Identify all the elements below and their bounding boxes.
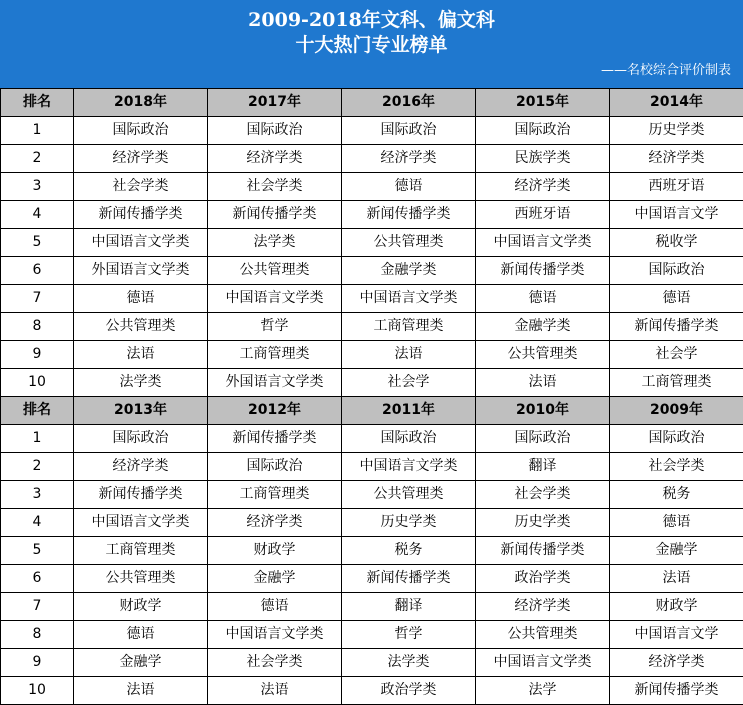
major-cell: 法语 xyxy=(476,369,610,397)
major-cell: 中国语言文学类 xyxy=(74,229,208,257)
major-cell: 金融学 xyxy=(74,649,208,677)
rank-cell: 8 xyxy=(1,313,74,341)
major-cell: 外国语言文学类 xyxy=(74,257,208,285)
major-cell: 新闻传播学类 xyxy=(342,201,476,229)
major-cell: 公共管理类 xyxy=(342,229,476,257)
major-cell: 历史学类 xyxy=(342,509,476,537)
table-row xyxy=(1,649,743,677)
major-cell: 国际政治 xyxy=(476,117,610,145)
major-cell: 新闻传播学类 xyxy=(74,481,208,509)
table-row xyxy=(1,509,743,537)
major-cell: 公共管理类 xyxy=(74,313,208,341)
rank-cell: 8 xyxy=(1,621,74,649)
major-cell: 国际政治 xyxy=(342,117,476,145)
rank-cell: 6 xyxy=(1,565,74,593)
major-cell: 翻译 xyxy=(476,453,610,481)
major-cell: 社会学 xyxy=(342,369,476,397)
title-line-1: 2009-2018年文科、偏文科 xyxy=(248,9,495,31)
major-cell: 社会学类 xyxy=(610,453,743,481)
source-credit: ——名校综合评价制表 xyxy=(600,63,731,78)
major-cell: 新闻传播学类 xyxy=(208,425,342,453)
title-line-2: 十大热门专业榜单 xyxy=(295,34,448,56)
rank-cell: 5 xyxy=(1,229,74,257)
major-cell: 历史学类 xyxy=(476,509,610,537)
major-cell: 社会学 xyxy=(610,341,743,369)
major-cell: 新闻传播学类 xyxy=(208,201,342,229)
major-cell: 社会学类 xyxy=(208,649,342,677)
major-cell: 金融学 xyxy=(610,537,743,565)
major-cell: 哲学 xyxy=(342,621,476,649)
major-cell: 经济学类 xyxy=(74,145,208,173)
rank-cell: 6 xyxy=(1,257,74,285)
major-cell: 德语 xyxy=(610,285,743,313)
major-cell: 社会学类 xyxy=(208,173,342,201)
major-cell: 国际政治 xyxy=(342,425,476,453)
major-cell: 政治学类 xyxy=(476,565,610,593)
major-cell: 新闻传播学类 xyxy=(610,313,743,341)
major-cell: 德语 xyxy=(74,621,208,649)
year-column-header: 2010年 xyxy=(476,397,610,425)
table-row xyxy=(1,285,743,313)
major-cell: 新闻传播学类 xyxy=(476,537,610,565)
major-cell: 国际政治 xyxy=(208,117,342,145)
major-cell: 国际政治 xyxy=(74,425,208,453)
major-cell: 翻译 xyxy=(342,593,476,621)
major-cell: 哲学 xyxy=(208,313,342,341)
major-cell: 社会学类 xyxy=(476,481,610,509)
major-cell: 经济学类 xyxy=(74,453,208,481)
rank-cell: 4 xyxy=(1,509,74,537)
major-cell: 政治学类 xyxy=(342,677,476,705)
major-cell: 国际政治 xyxy=(610,257,743,285)
table-row xyxy=(1,565,743,593)
major-cell: 新闻传播学类 xyxy=(476,257,610,285)
major-cell: 中国语言文学 xyxy=(610,621,743,649)
rank-cell: 7 xyxy=(1,285,74,313)
rank-cell: 10 xyxy=(1,369,74,397)
major-cell: 税务 xyxy=(610,481,743,509)
year-column-header: 2015年 xyxy=(476,89,610,117)
major-cell: 国际政治 xyxy=(610,425,743,453)
rank-cell: 7 xyxy=(1,593,74,621)
major-cell: 金融学类 xyxy=(476,313,610,341)
major-cell: 经济学类 xyxy=(208,509,342,537)
rank-cell: 9 xyxy=(1,649,74,677)
rank-cell: 2 xyxy=(1,145,74,173)
major-cell: 法学类 xyxy=(208,229,342,257)
major-cell: 中国语言文学类 xyxy=(342,453,476,481)
major-cell: 法语 xyxy=(74,341,208,369)
major-cell: 法语 xyxy=(610,565,743,593)
major-cell: 工商管理类 xyxy=(610,369,743,397)
rank-cell: 1 xyxy=(1,117,74,145)
major-cell: 经济学类 xyxy=(208,145,342,173)
major-cell: 工商管理类 xyxy=(208,341,342,369)
table-row xyxy=(1,173,743,201)
table-row xyxy=(1,117,743,145)
rank-cell: 4 xyxy=(1,201,74,229)
major-cell: 法语 xyxy=(342,341,476,369)
ranking-table xyxy=(0,88,743,705)
rank-column-header: 排名 xyxy=(1,397,74,425)
rank-cell: 5 xyxy=(1,537,74,565)
rank-cell: 3 xyxy=(1,173,74,201)
major-cell: 新闻传播学类 xyxy=(610,677,743,705)
major-cell: 中国语言文学类 xyxy=(342,285,476,313)
major-cell: 工商管理类 xyxy=(74,537,208,565)
table-row xyxy=(1,257,743,285)
major-cell: 中国语言文学类 xyxy=(208,621,342,649)
rank-column-header: 排名 xyxy=(1,89,74,117)
table-row xyxy=(1,229,743,257)
major-cell: 公共管理类 xyxy=(476,341,610,369)
year-column-header: 2018年 xyxy=(74,89,208,117)
major-cell: 国际政治 xyxy=(74,117,208,145)
major-cell: 法学 xyxy=(476,677,610,705)
major-cell: 法学类 xyxy=(342,649,476,677)
table-row xyxy=(1,677,743,705)
major-cell: 西班牙语 xyxy=(610,173,743,201)
major-cell: 工商管理类 xyxy=(342,313,476,341)
rank-cell: 3 xyxy=(1,481,74,509)
major-cell: 德语 xyxy=(74,285,208,313)
year-column-header: 2012年 xyxy=(208,397,342,425)
major-cell: 工商管理类 xyxy=(208,481,342,509)
table-row xyxy=(1,341,743,369)
major-cell: 历史学类 xyxy=(610,117,743,145)
major-cell: 公共管理类 xyxy=(342,481,476,509)
major-cell: 外国语言文学类 xyxy=(208,369,342,397)
major-cell: 中国语言文学类 xyxy=(476,649,610,677)
major-cell: 经济学类 xyxy=(342,145,476,173)
major-cell: 中国语言文学类 xyxy=(476,229,610,257)
major-cell: 财政学 xyxy=(208,537,342,565)
year-column-header: 2013年 xyxy=(74,397,208,425)
major-cell: 德语 xyxy=(342,173,476,201)
major-cell: 法学类 xyxy=(74,369,208,397)
major-cell: 法语 xyxy=(74,677,208,705)
major-cell: 新闻传播学类 xyxy=(74,201,208,229)
major-cell: 新闻传播学类 xyxy=(342,565,476,593)
major-cell: 经济学类 xyxy=(610,649,743,677)
major-cell: 中国语言文学 xyxy=(610,201,743,229)
major-cell: 法语 xyxy=(208,677,342,705)
major-cell: 国际政治 xyxy=(208,453,342,481)
rank-cell: 9 xyxy=(1,341,74,369)
major-cell: 税收学 xyxy=(610,229,743,257)
major-cell: 公共管理类 xyxy=(208,257,342,285)
major-cell: 德语 xyxy=(610,509,743,537)
major-cell: 经济学类 xyxy=(476,593,610,621)
major-cell: 德语 xyxy=(208,593,342,621)
title-banner xyxy=(0,0,743,88)
table-row xyxy=(1,201,743,229)
major-cell: 财政学 xyxy=(74,593,208,621)
year-column-header: 2014年 xyxy=(610,89,743,117)
major-cell: 金融学 xyxy=(208,565,342,593)
table-row xyxy=(1,313,743,341)
major-cell: 社会学类 xyxy=(74,173,208,201)
major-cell: 公共管理类 xyxy=(476,621,610,649)
table-row xyxy=(1,621,743,649)
year-column-header: 2017年 xyxy=(208,89,342,117)
major-cell: 中国语言文学类 xyxy=(208,285,342,313)
major-cell: 国际政治 xyxy=(476,425,610,453)
major-cell: 经济学类 xyxy=(476,173,610,201)
table-header-row xyxy=(1,89,743,117)
table-row xyxy=(1,369,743,397)
table-row xyxy=(1,145,743,173)
table-row xyxy=(1,453,743,481)
year-column-header: 2011年 xyxy=(342,397,476,425)
rank-cell: 2 xyxy=(1,453,74,481)
major-cell: 德语 xyxy=(476,285,610,313)
table-row xyxy=(1,425,743,453)
table-row xyxy=(1,481,743,509)
rank-cell: 1 xyxy=(1,425,74,453)
table-row xyxy=(1,537,743,565)
year-column-header: 2009年 xyxy=(610,397,743,425)
rank-cell: 10 xyxy=(1,677,74,705)
year-column-header: 2016年 xyxy=(342,89,476,117)
table-header-row xyxy=(1,397,743,425)
major-cell: 西班牙语 xyxy=(476,201,610,229)
major-cell: 经济学类 xyxy=(610,145,743,173)
major-cell: 中国语言文学类 xyxy=(74,509,208,537)
major-cell: 民族学类 xyxy=(476,145,610,173)
major-cell: 公共管理类 xyxy=(74,565,208,593)
major-cell: 金融学类 xyxy=(342,257,476,285)
major-cell: 财政学 xyxy=(610,593,743,621)
major-cell: 税务 xyxy=(342,537,476,565)
table-row xyxy=(1,593,743,621)
